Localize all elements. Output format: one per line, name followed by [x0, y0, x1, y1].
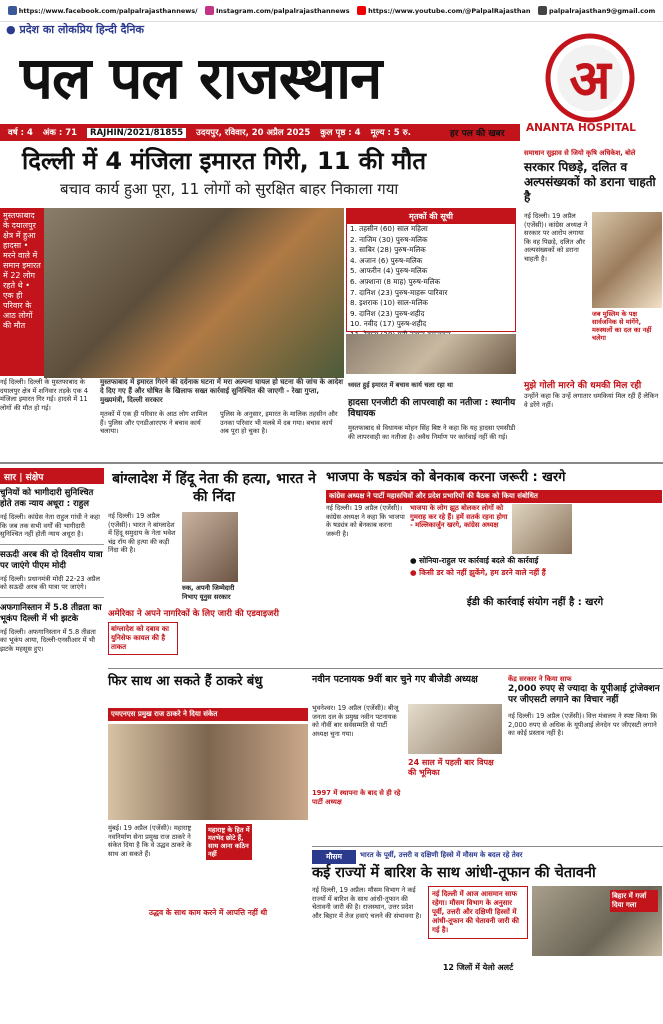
hospital-name: ANANTA HOSPITAL: [526, 122, 636, 134]
kharge-photo: [512, 504, 572, 554]
weather-label: मौसम: [312, 850, 356, 864]
dead-list-item: 3. साबिर (28) पुरुष-मलिक: [350, 245, 426, 255]
lead-caption: मुस्तफाबाद में इमारत गिरने की दर्दनाक घटना में मरा अल्पना घायल हो घटना की जांच के आदेश दे दिए गए हैं और घोषित के खिलाफ सख्त कार्रवाई सुनिश्चित की जाएगी - रेखा गुप्ता, मुख्यमंत्री, दिल्ली सरकार: [100, 378, 344, 404]
dead-list-item: 4. अजान (6) पुरुष-मलिक: [350, 255, 423, 265]
naveen-body: भुवनेश्वर। 19 अप्रैल (एजेंसी)। बीजू जनता दल के प्रमुख नवीन पटनायक को नौवीं बार सर्वसम्मति से पार्टी अध्यक्ष चुना गया।: [312, 704, 399, 738]
lead-body-1: नई दिल्ली। दिल्ली के मुस्तफाबाद के दयालपुर क्षेत्र में शनिवार तड़के एक 4 मंजिला इमारत गिर गई। हादसे में 11 लोगों की मौत हो गई।: [0, 378, 89, 412]
lead-body-3: पुलिस के अनुसार, इमारत के मालिक तहसीन और उनका परिवार भी मलबे में दब गया। बचाव कार्य अब पूरा हो चुका है।: [220, 410, 338, 435]
naveen-bullet: 1997 में स्थापना के बाद से ही रहे पार्टी अध्यक्ष: [312, 789, 401, 806]
section-divider: [312, 846, 663, 847]
thackeray-sub: एमएनएस प्रमुख राज ठाकरे ने दिया संकेत: [108, 708, 308, 721]
thackeray-body: मुंबई। 19 अप्रैल (एजेंसी)। महाराष्ट्र नवनिर्माण सेना प्रमुख राज ठाकरे ने संकेत दिया है कि वे उद्धव ठाकरे के साथ आ सकते हैं।: [108, 824, 192, 858]
lead-body-2: मृतकों में एक ही परिवार के आठ लोग शामिल हैं। पुलिस और एनडीआरएफ ने बचाव कार्य चलाया।: [100, 410, 208, 435]
weather-sub: 12 जिलों में येलो अलर्ट: [442, 963, 514, 972]
bangladesh-headline[interactable]: बांग्लादेश में हिंदू नेता की हत्या, भारत ने की निंदा: [112, 471, 316, 505]
logo-letter: अ: [569, 47, 611, 111]
sar-item-body: नई दिल्ली। कांग्रेस नेता राहुल गांधी ने कहा कि जब तक सभी वर्गों की भागीदारी सुनिश्चित नहीं होती न्याय अधूरा है।: [0, 513, 100, 538]
youtube-icon: [357, 6, 366, 15]
facebook-link[interactable]: https://www.facebook.com/palpalrajasthannews/: [8, 6, 198, 15]
right-sub2: मुझे गोली मारने की धमकी मिल रही: [524, 381, 642, 391]
dead-list-item: 6. अफ़्शाना (8 माह) पुरुष-मलिक: [350, 276, 441, 286]
weather-body: नई दिल्ली, 19 अप्रैल। मौसम विभाग ने कई राज्यों में बारिश के साथ आंधी-तूफान की चेतावनी जारी की है। राजस्थान, उत्तर प्रदेश और बिहार में तेज हवाएं चलने की संभावना है।: [312, 886, 422, 920]
masthead-title: पल पल राजस्थान: [20, 44, 382, 112]
slogan: हर पल की खबर: [450, 129, 505, 139]
weather-headline[interactable]: कई राज्यों में बारिश के साथ आंधी-तूफान की चेतावनी: [312, 865, 596, 881]
section-divider: [108, 668, 663, 669]
dead-list-item: 7. दानिश (23) पुरुष-माहरू पारिवार: [350, 287, 448, 297]
instagram-link[interactable]: Instagram.com/palpalrajasthannews: [205, 6, 350, 15]
year: वर्ष : 4: [8, 128, 33, 138]
instagram-icon: [205, 6, 214, 15]
dead-list-item: 1. तहसीन (60) साल महिला: [350, 224, 428, 233]
right-body: नई दिल्ली। 19 अप्रैल (एजेंसी)। कांग्रेस अध्यक्ष ने सरकार पर आरोप लगाया कि वह पिछड़े, दलित और अल्पसंख्यकों को डराना चाहती है।: [524, 212, 588, 263]
bangladesh-body: नई दिल्ली। 19 अप्रैल (एजेंसी)। भारत ने बांग्लादेश में हिंदू समुदाय के नेता भवेश चंद्र रॉय की हत्या की कड़ी निंदा की है।: [108, 512, 176, 554]
dead-list-item: 8. इशराक (10) साल-मलिक: [350, 298, 428, 308]
right-kicker: समाधान सुझाव से जियो कृषि अधिकेश, बोले: [524, 149, 636, 157]
date: उदयपुर, रविवार, 20 अप्रैल 2025: [196, 128, 311, 138]
sar-item-body: नई दिल्ली। अफगानिस्तान में 5.8 तीव्रता का भूकंप आया, दिल्ली-एनसीआर में भी झटके महसूस हुए।: [0, 627, 96, 653]
social-bar: [0, 0, 663, 22]
right-headline[interactable]: सरकार पिछड़े, दलित व अल्पसंख्यकों को डराना चाहती है: [524, 160, 656, 204]
price: मूल्य : 5 रु.: [370, 128, 411, 138]
dead-list-title: मृतकों की सूची: [347, 209, 515, 224]
sar-label: सार | संक्षेप: [0, 468, 104, 484]
section-divider: [0, 462, 663, 464]
bjp-sub: कांग्रेस अध्यक्ष ने पार्टी महासचिवों और प्रदेश प्रभारियों की बैठक को किया संबोधित: [326, 490, 662, 503]
rescue-caption: ध्वस्त हुई इमारत में बचाव कार्य चला रहा था: [348, 381, 453, 389]
bangladesh-photo: [182, 512, 238, 582]
collapse-photo: [44, 208, 344, 378]
bangladesh-caption: रुक, अपनी जिम्मेदारी निभाए यूनुस सरकार: [182, 584, 235, 601]
bjp-body: नई दिल्ली। 19 अप्रैल (एजेंसी)। कांग्रेस अध्यक्ष ने कहा कि भाजपा के षड्यंत्र को बेनकाब करना जरूरी है।: [326, 504, 405, 538]
weather-highlight: नई दिल्ली में आज आसमान साफ रहेगा। मौसम विभाग के अनुसार पूर्वी, उत्तरी और दक्षिणी हिस्सों में आंधी-तूफान की चेतावनी जारी की गई है।: [428, 886, 528, 939]
hospital-emblem-icon: [520, 32, 660, 124]
thackeray-photo: [108, 724, 308, 820]
issue: अंक : 71: [42, 128, 78, 138]
weather-kicker: भारत के पूर्वी, उत्तरी व दक्षिणी हिस्से में मौसम के बदल रहे तेवर: [360, 851, 523, 859]
right-body2: उन्होंने कहा कि उन्हें लगातार धमकियां मिल रही हैं लेकिन वे डरेंगे नहीं।: [524, 392, 659, 409]
naveen-callout: 24 साल में पहली बार विपक्ष की भूमिका: [408, 758, 494, 777]
bjp-bullet: ● किसी डर को नहीं झुकेंगे, हम डरने वाले नहीं हैं: [410, 568, 546, 577]
registration: RAJHIN/2021/81855: [87, 128, 186, 138]
facebook-icon: [8, 6, 17, 15]
email-link[interactable]: palpalrajasthan9@gmail.com: [538, 6, 655, 15]
dead-list-item: 9. दानिश (23) पुरुष-शहीद: [350, 308, 425, 318]
naveen-photo: [408, 704, 502, 754]
hadsa-body: मुस्तफाबाद से विधायक मोहन सिंह बिष्ट ने कहा कि यह हादसा एमसीडी की लापरवाही का नतीजा है। अवैध निर्माण पर कार्रवाई नहीं की गई।: [348, 424, 516, 441]
sar-item-headline[interactable]: चुनियों को भागीदारी सुनिश्चित होते तक न्याय अधूरा : राहुल: [0, 488, 94, 509]
upi-headline[interactable]: 2,000 रुपए से ज्यादा के यूपीआई ट्रांजेक्शन पर जीएसटी लगाने का विचार नहीं: [508, 684, 660, 705]
ed-headline: ईडी की कार्रवाई संयोग नहीं है : खरगे: [466, 597, 604, 608]
tagline: ● प्रदेश का लोकप्रिय हिन्दी दैनिक: [6, 23, 144, 36]
bjp-bullets: [410, 556, 660, 578]
bjp-headline[interactable]: भाजपा के षड्यंत्र को बेनकाब करना जरूरी : खरगे: [326, 470, 566, 485]
right-quote: जब मुस्लिम के पक्ष सार्वजनिक से मांगेंगे, मरुस्थलों का दल का नहीं चलेगा: [592, 310, 652, 342]
upi-body: नई दिल्ली। 19 अप्रैल (एजेंसी)। वित्त मंत्रालय ने स्पष्ट किया कि 2,000 रुपए से अधिक के यूपीआई लेनदेन पर जीएसटी लगाने का कोई प्रस्ताव नहीं है।: [508, 712, 658, 737]
dead-list-item: 2. नाजिम (30) पुरुष-मलिक: [350, 234, 428, 244]
hadsa-headline[interactable]: हादसा एनजीटी की लापरवाही का नतीजा : स्थानीय विधायक: [348, 398, 516, 419]
dead-list-item: 5. आफरीन (4) पुरुष-मलिक: [350, 266, 428, 276]
sar-item-headline[interactable]: सऊदी अरब की दो दिवसीय यात्रा पर जाएंगे पीएम मोदी: [0, 549, 103, 571]
youtube-link[interactable]: https://www.youtube.com/@PalpalRajasthan: [357, 6, 530, 15]
leader-photo: [592, 212, 662, 308]
bangladesh-box: बांग्लादेश को दबाव का युनिसेफ कायल की है ताकत: [108, 622, 178, 655]
mail-icon: [538, 6, 547, 15]
lead-headline[interactable]: दिल्ली में 4 मंजिला इमारत गिरी, 11 की मौत: [22, 147, 427, 175]
thackeray-side: महाराष्ट्र के हित में मतभेद छोटे हैं, साथ आना कठिन नहीं: [206, 824, 252, 860]
sar-item-headline[interactable]: अफगानिस्तान में 5.8 तीव्रता का भूकंप दिल्ली में भी झटके: [0, 602, 102, 624]
bjp-bullet: ● सोनिया-राहुल पर कार्रवाई बदले की कार्रवाई: [410, 556, 539, 565]
pages: कुल पृष्ठ : 4: [320, 128, 361, 138]
weather-photo-label: बिहार में गर्जा दिया गला: [610, 890, 658, 912]
rescue-photo: [346, 334, 516, 374]
upi-kicker: केंद्र सरकार ने किया साफ: [508, 675, 572, 683]
dead-list-panel: [346, 208, 516, 332]
sar-list: [0, 488, 104, 653]
info-bar: [0, 124, 520, 141]
thackeray-headline[interactable]: फिर साथ आ सकते हैं ठाकरे बंधु: [108, 674, 263, 689]
lead-subhead: बचाव कार्य हुआ पूरा, 11 लोगों को सुरक्षित बाहर निकाला गया: [60, 180, 399, 198]
thackeray-quote: उद्धव के साथ काम करने में आपत्ति नहीं थी: [148, 908, 268, 917]
dead-list-item: 10. नवीद (17) पुरुष-शहीद: [350, 319, 427, 329]
sar-item-body: नई दिल्ली। प्रधानमंत्री मोदी 22-23 अप्रैल को सऊदी अरब की यात्रा पर जाएंगे।: [0, 574, 100, 591]
bangladesh-sub: अमेरिका ने अपने नागरिकों के लिए जारी की एडवाइजरी: [108, 609, 279, 619]
naveen-headline[interactable]: नवीन पटनायक 9वीं बार चुने गए बीजेडी अध्यक्ष: [312, 674, 478, 685]
lead-sidebar: मुस्तफाबाद के दयालपुर क्षेत्र में हुआ हादसा • मरने वाले में समान इमारत में 22 लोग रहते थे • एक ही परिवार के आठ लोगों की मौत: [0, 208, 44, 376]
bjp-quote: भाजपा के लोग झूठ बोलकर लोगों को गुमराह कर रहे हैं। हमें सतर्क रहना होगा - मल्लिकार्जुन खरगे, कांग्रेस अध्यक्ष: [410, 504, 508, 529]
